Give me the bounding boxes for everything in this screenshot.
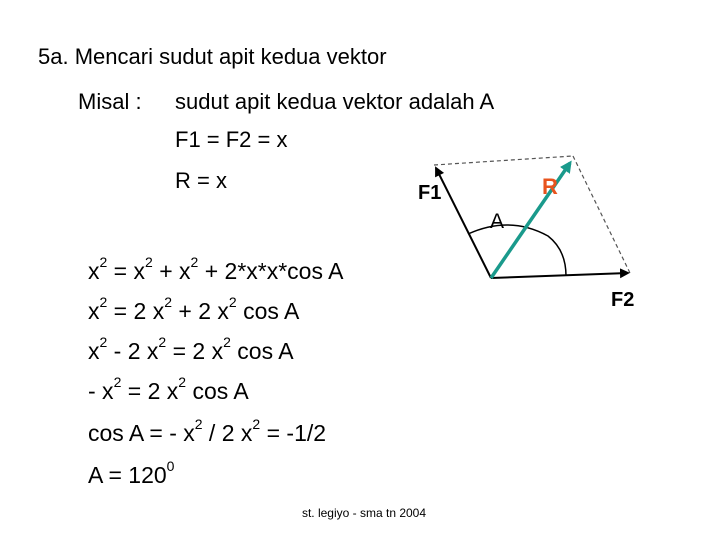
forces-equal: F1 = F2 = x [175, 127, 288, 152]
dashed-top-side [434, 156, 573, 165]
label-f2: F2 [611, 289, 635, 311]
label-f1: F1 [418, 182, 442, 204]
derivation-line-1: $x^2 = x^2 + x^2 + 2*x*x*\cos$ A [88, 254, 344, 284]
angle-arc [468, 225, 566, 276]
dashed-right-side [573, 156, 630, 273]
f2-arrow [491, 273, 628, 278]
label-a: A [490, 210, 505, 233]
label-r: R [542, 174, 558, 199]
heading-title: Mencari sudut apit kedua vektor [74, 44, 387, 69]
derivation-line-5: cos A = - $x^2 / 2$ $x^2 = -1/2$ [88, 416, 327, 446]
resultant-equal: R = x [175, 168, 227, 193]
derivation-line-3: $x^2 - 2$ $x^2 = 2$ $x^2$ cos A [88, 334, 294, 364]
derivation-line-4: - $x^2 = 2$ $x^2$ cos A [88, 374, 249, 404]
footer-credit: st. legiyo - sma tn 2004 [301, 506, 427, 520]
misal-statement: sudut apit kedua vektor adalah A [175, 89, 495, 114]
f1-arrow [436, 168, 491, 278]
misal-label: Misal : [78, 89, 142, 114]
derivation-line-2: $x^2 = 2$ $x^2 + 2$ $x^2$ cos A [88, 294, 300, 324]
derivation-line-6: $A = 120^0$ [88, 458, 175, 488]
heading-number: 5a. [38, 44, 69, 69]
